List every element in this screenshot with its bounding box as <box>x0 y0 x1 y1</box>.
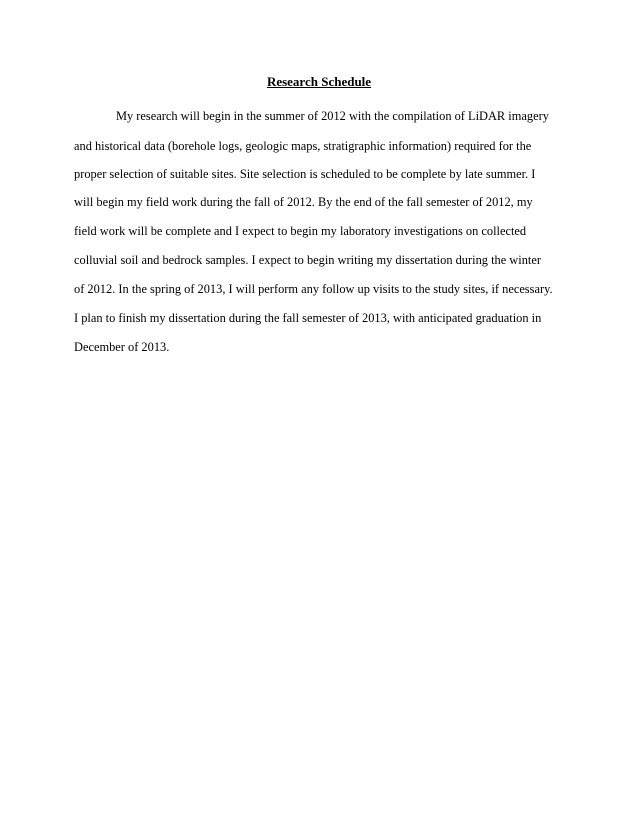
paragraph-line-9: December of 2013. <box>74 340 170 354</box>
paragraph-line-4: will begin my field work during the fall of 2012. By the end of the fall semester of 2012, my <box>74 195 533 209</box>
paragraph-line-2: and historical data (borehole logs, geologic maps, stratigraphic information) required for the <box>74 139 532 153</box>
paragraph-line-6: colluvial soil and bedrock samples. I expect to begin writing my dissertation during the winter <box>74 253 541 267</box>
document-title: Research Schedule <box>266 74 372 89</box>
paragraph-line-1: My research will begin in the summer of 2012 with the compilation of LiDAR imagery <box>116 109 549 123</box>
paragraph-line-3: proper selection of suitable sites. Site selection is scheduled to be complete by late summer. I <box>74 167 536 181</box>
paragraph-line-5: field work will be complete and I expect to begin my laboratory investigations on collected <box>74 224 527 238</box>
paragraph-line-8: I plan to finish my dissertation during the fall semester of 2013, with anticipated graduation in <box>74 311 542 325</box>
paragraph-line-7: of 2012. In the spring of 2013, I will perform any follow up visits to the study sites, if necessary. <box>74 282 553 296</box>
